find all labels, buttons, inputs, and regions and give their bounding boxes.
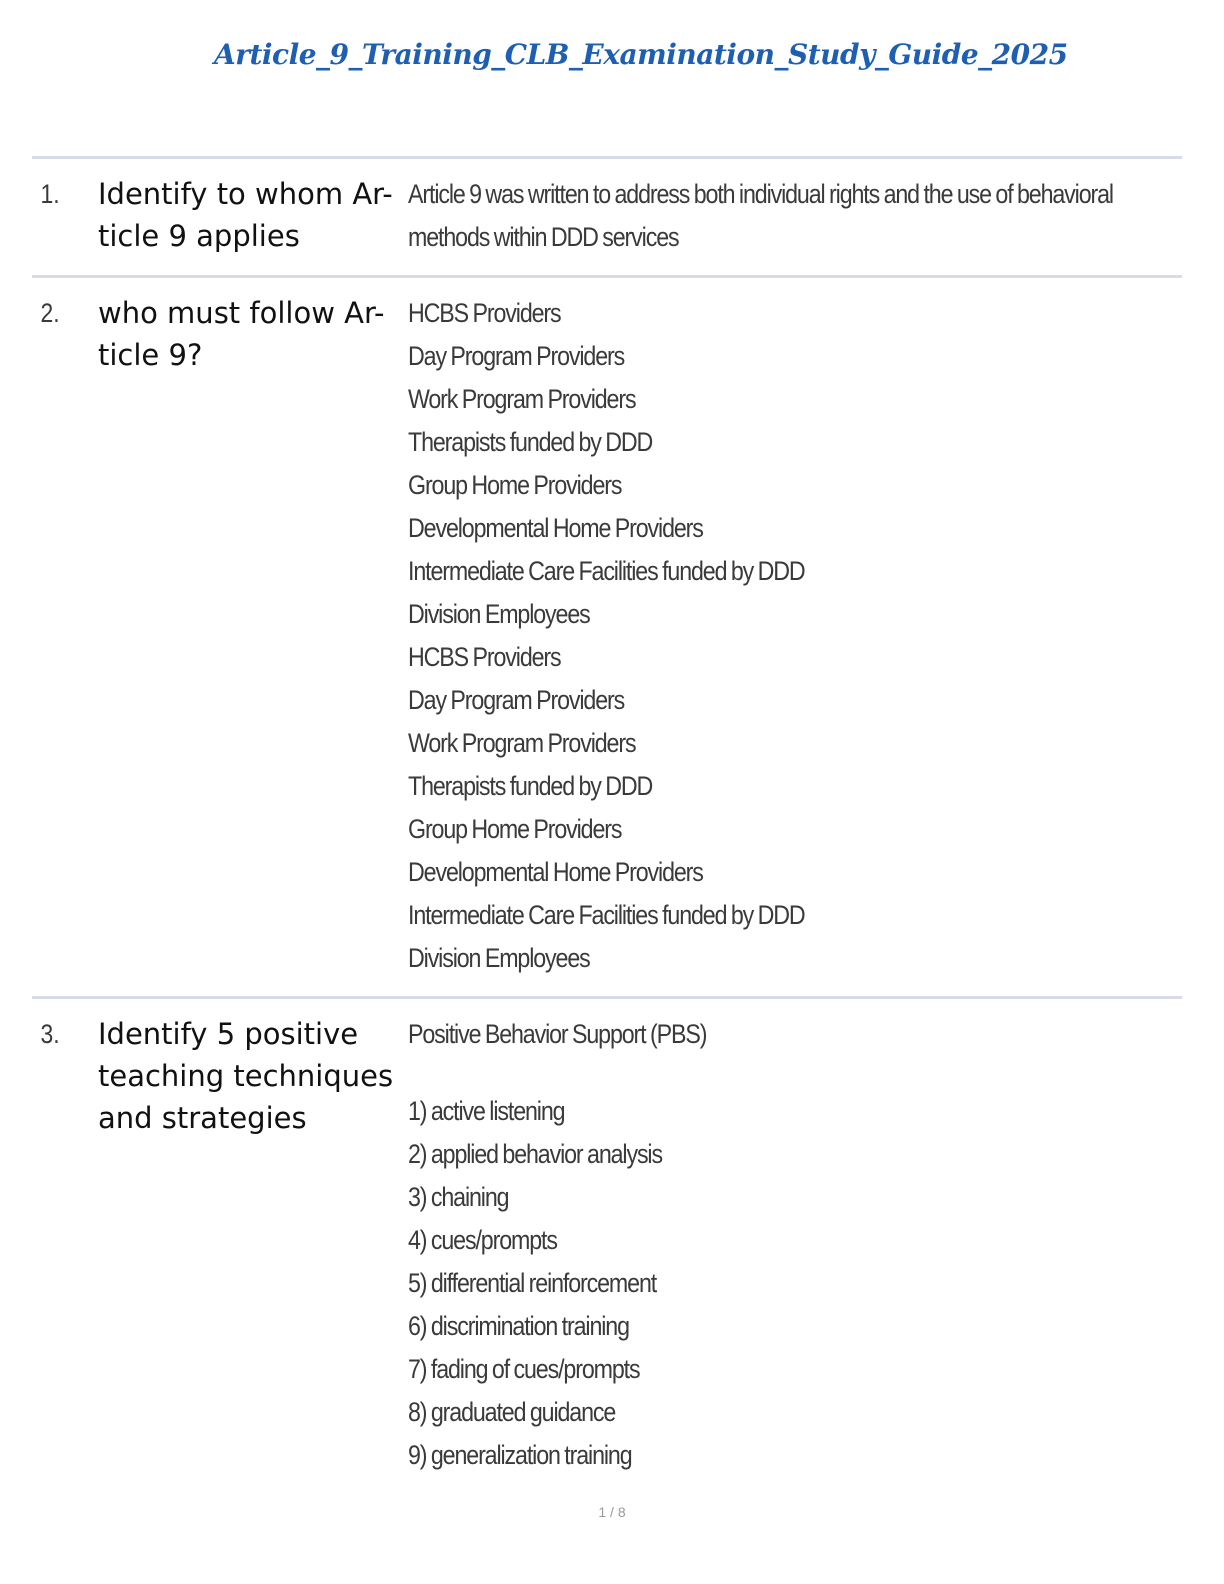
page-indicator: 1 / 8 [598, 1504, 626, 1520]
answer-line: 3) chaining [408, 1182, 509, 1212]
answer-line: Therapists funded by DDD [408, 427, 653, 457]
answer-spacer [408, 1056, 1178, 1090]
answer-line: Division Employees [408, 943, 590, 973]
answer-line: Day Program Providers [408, 685, 625, 715]
document-title: Article_9_Training_CLB_Examination_Study_Guide_2025 [214, 38, 1068, 71]
answer-line: Division Employees [408, 599, 590, 629]
answer-line: Intermediate Care Facilities funded by DDD [408, 556, 805, 586]
answer-paragraph: Article 9 was written to address both individual rights and the use of behavioral methods within DDD services [408, 179, 1113, 252]
question-text: who must follow Ar- ticle 9? [98, 296, 385, 372]
answer-line: Work Program Providers [408, 728, 636, 758]
question-text: Identify 5 positive teaching techniques and strategies [98, 1017, 394, 1135]
answer-line: Developmental Home Providers [408, 857, 703, 887]
answer-list [408, 292, 1182, 980]
answer-line: 5) differential reinforcement [408, 1268, 657, 1298]
list-item [32, 996, 1182, 1493]
answer-line: 9) generalization training [408, 1440, 632, 1470]
answer-line: 6) discrimination training [408, 1311, 629, 1341]
answer-line: 1) active listening [408, 1096, 565, 1126]
item-number: 3. [40, 1019, 60, 1049]
item-number: 1. [40, 179, 60, 209]
answer-heading: Positive Behavior Support (PBS) [408, 1019, 707, 1049]
answer-line: HCBS Providers [408, 298, 561, 328]
answer-line: Therapists funded by DDD [408, 771, 653, 801]
answer-line: Day Program Providers [408, 341, 625, 371]
study-guide-list [32, 156, 1182, 1493]
answer-line: 7) fading of cues/prompts [408, 1354, 640, 1384]
answer-line: 8) graduated guidance [408, 1397, 616, 1427]
answer-line: Developmental Home Providers [408, 513, 703, 543]
answer-line: Intermediate Care Facilities funded by DDD [408, 900, 805, 930]
answer-list [408, 1013, 1182, 1477]
list-item [32, 156, 1182, 275]
list-item [32, 275, 1182, 996]
answer-line: Work Program Providers [408, 384, 636, 414]
answer-text [408, 173, 1182, 259]
answer-line: 2) applied behavior analysis [408, 1139, 662, 1169]
answer-line: 4) cues/prompts [408, 1225, 557, 1255]
question-text: Identify to whom Ar- ticle 9 applies [98, 177, 393, 253]
item-number: 2. [40, 298, 60, 328]
answer-line: Group Home Providers [408, 814, 622, 844]
answer-line: Group Home Providers [408, 470, 622, 500]
answer-line: HCBS Providers [408, 642, 561, 672]
